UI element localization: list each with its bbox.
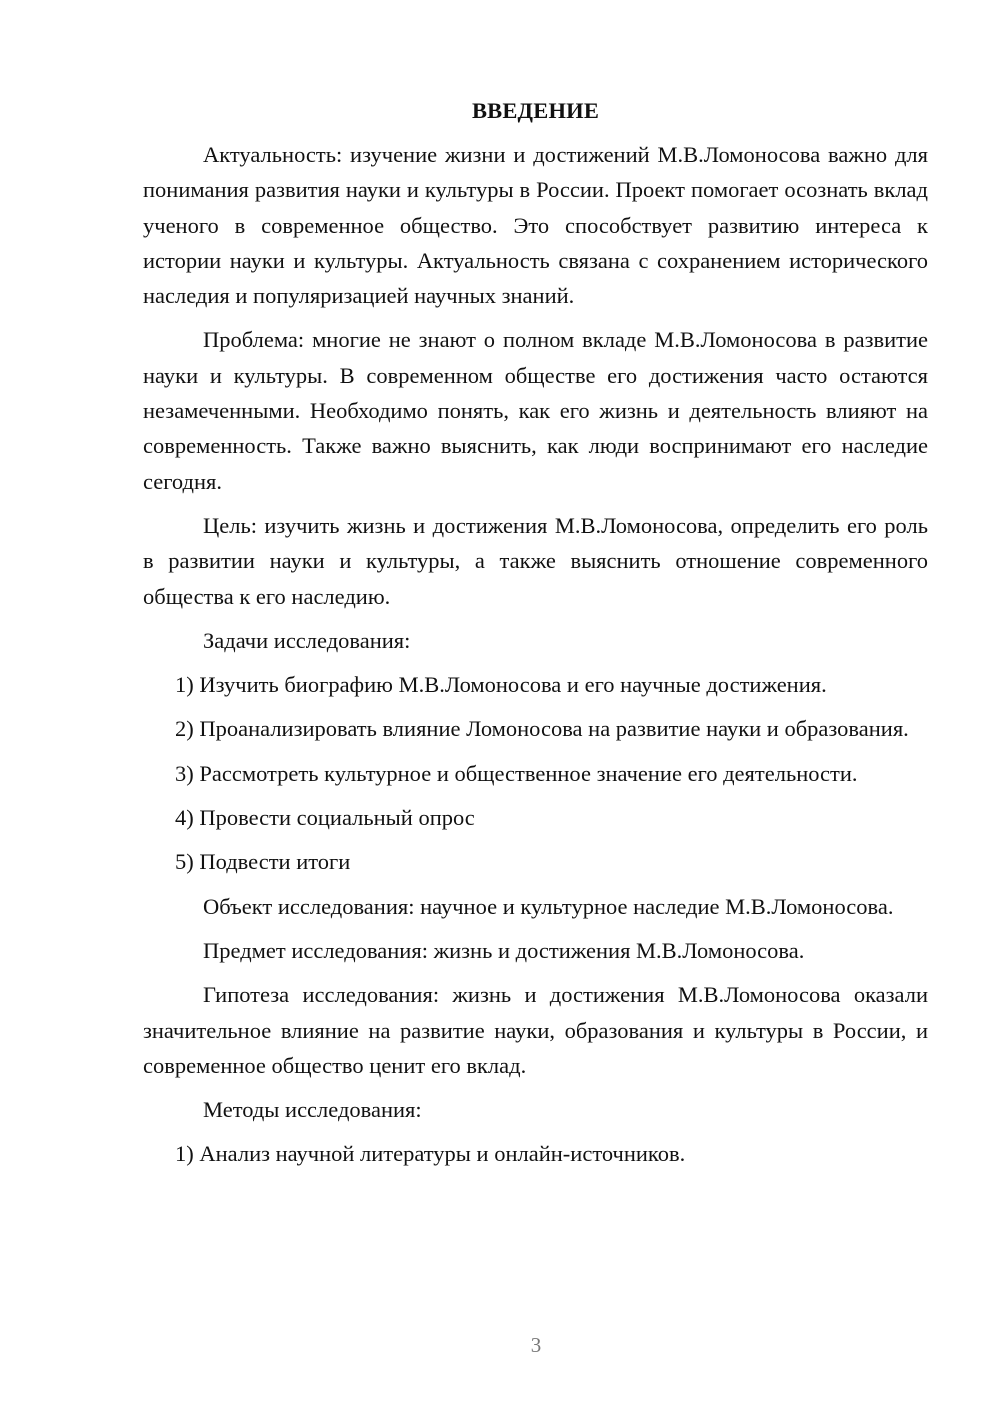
hypothesis-paragraph: Гипотеза исследования: жизнь и достижения М.В.Ломоносова оказали значительное влияние на развитие науки, образования и культуры в России, и современное общество ценит его вклад. bbox=[143, 982, 928, 1078]
relevance-paragraph: Актуальность: изучение жизни и достижений М.В.Ломоносова важно для понимания развития науки и культуры в России. Проект помогает осознать вклад ученого в современное общество. Это способствует развитию интереса к истории науки и культуры. Актуальность связана с сохранением исторического наследия и популяризацией научных знаний. bbox=[143, 142, 928, 309]
method-item-1: 1) Анализ научной литературы и онлайн-источников. bbox=[175, 1141, 686, 1167]
task-item-4: 4) Провести социальный опрос bbox=[175, 805, 475, 831]
problem-paragraph: Проблема: многие не знают о полном вкладе М.В.Ломоносова в развитие науки и культуры. В современном обществе его достижения часто остаются незамеченными. Необходимо понять, как его жизнь и деятельность влияют на современность. Также важно выяснить, как люди воспринимают его наследие сегодня. bbox=[143, 327, 928, 494]
subject-paragraph: Предмет исследования: жизнь и достижения М.В.Ломоносова. bbox=[203, 937, 805, 963]
task-item-2: 2) Проанализировать влияние Ломоносова на развитие науки и образования. bbox=[175, 716, 909, 742]
goal-paragraph: Цель: изучить жизнь и достижения М.В.Ломоносова, определить его роль в развитии науки и культуры, а также выяснить отношение современного общества к его наследию. bbox=[143, 512, 928, 609]
methods-heading: Методы исследования: bbox=[203, 1097, 422, 1123]
task-item-3: 3) Рассмотреть культурное и общественное значение его деятельности. bbox=[175, 760, 858, 786]
object-paragraph: Объект исследования: научное и культурное наследие М.В.Ломоносова. bbox=[203, 893, 894, 919]
page-number: 3 bbox=[530, 1333, 542, 1357]
task-item-5: 5) Подвести итоги bbox=[175, 849, 351, 875]
task-item-1: 1) Изучить биографию М.В.Ломоносова и его научные достижения. bbox=[175, 672, 827, 698]
document-body bbox=[143, 92, 928, 1181]
tasks-heading: Задачи исследования: bbox=[203, 627, 411, 653]
section-title: ВВЕДЕНИЕ bbox=[471, 98, 600, 123]
